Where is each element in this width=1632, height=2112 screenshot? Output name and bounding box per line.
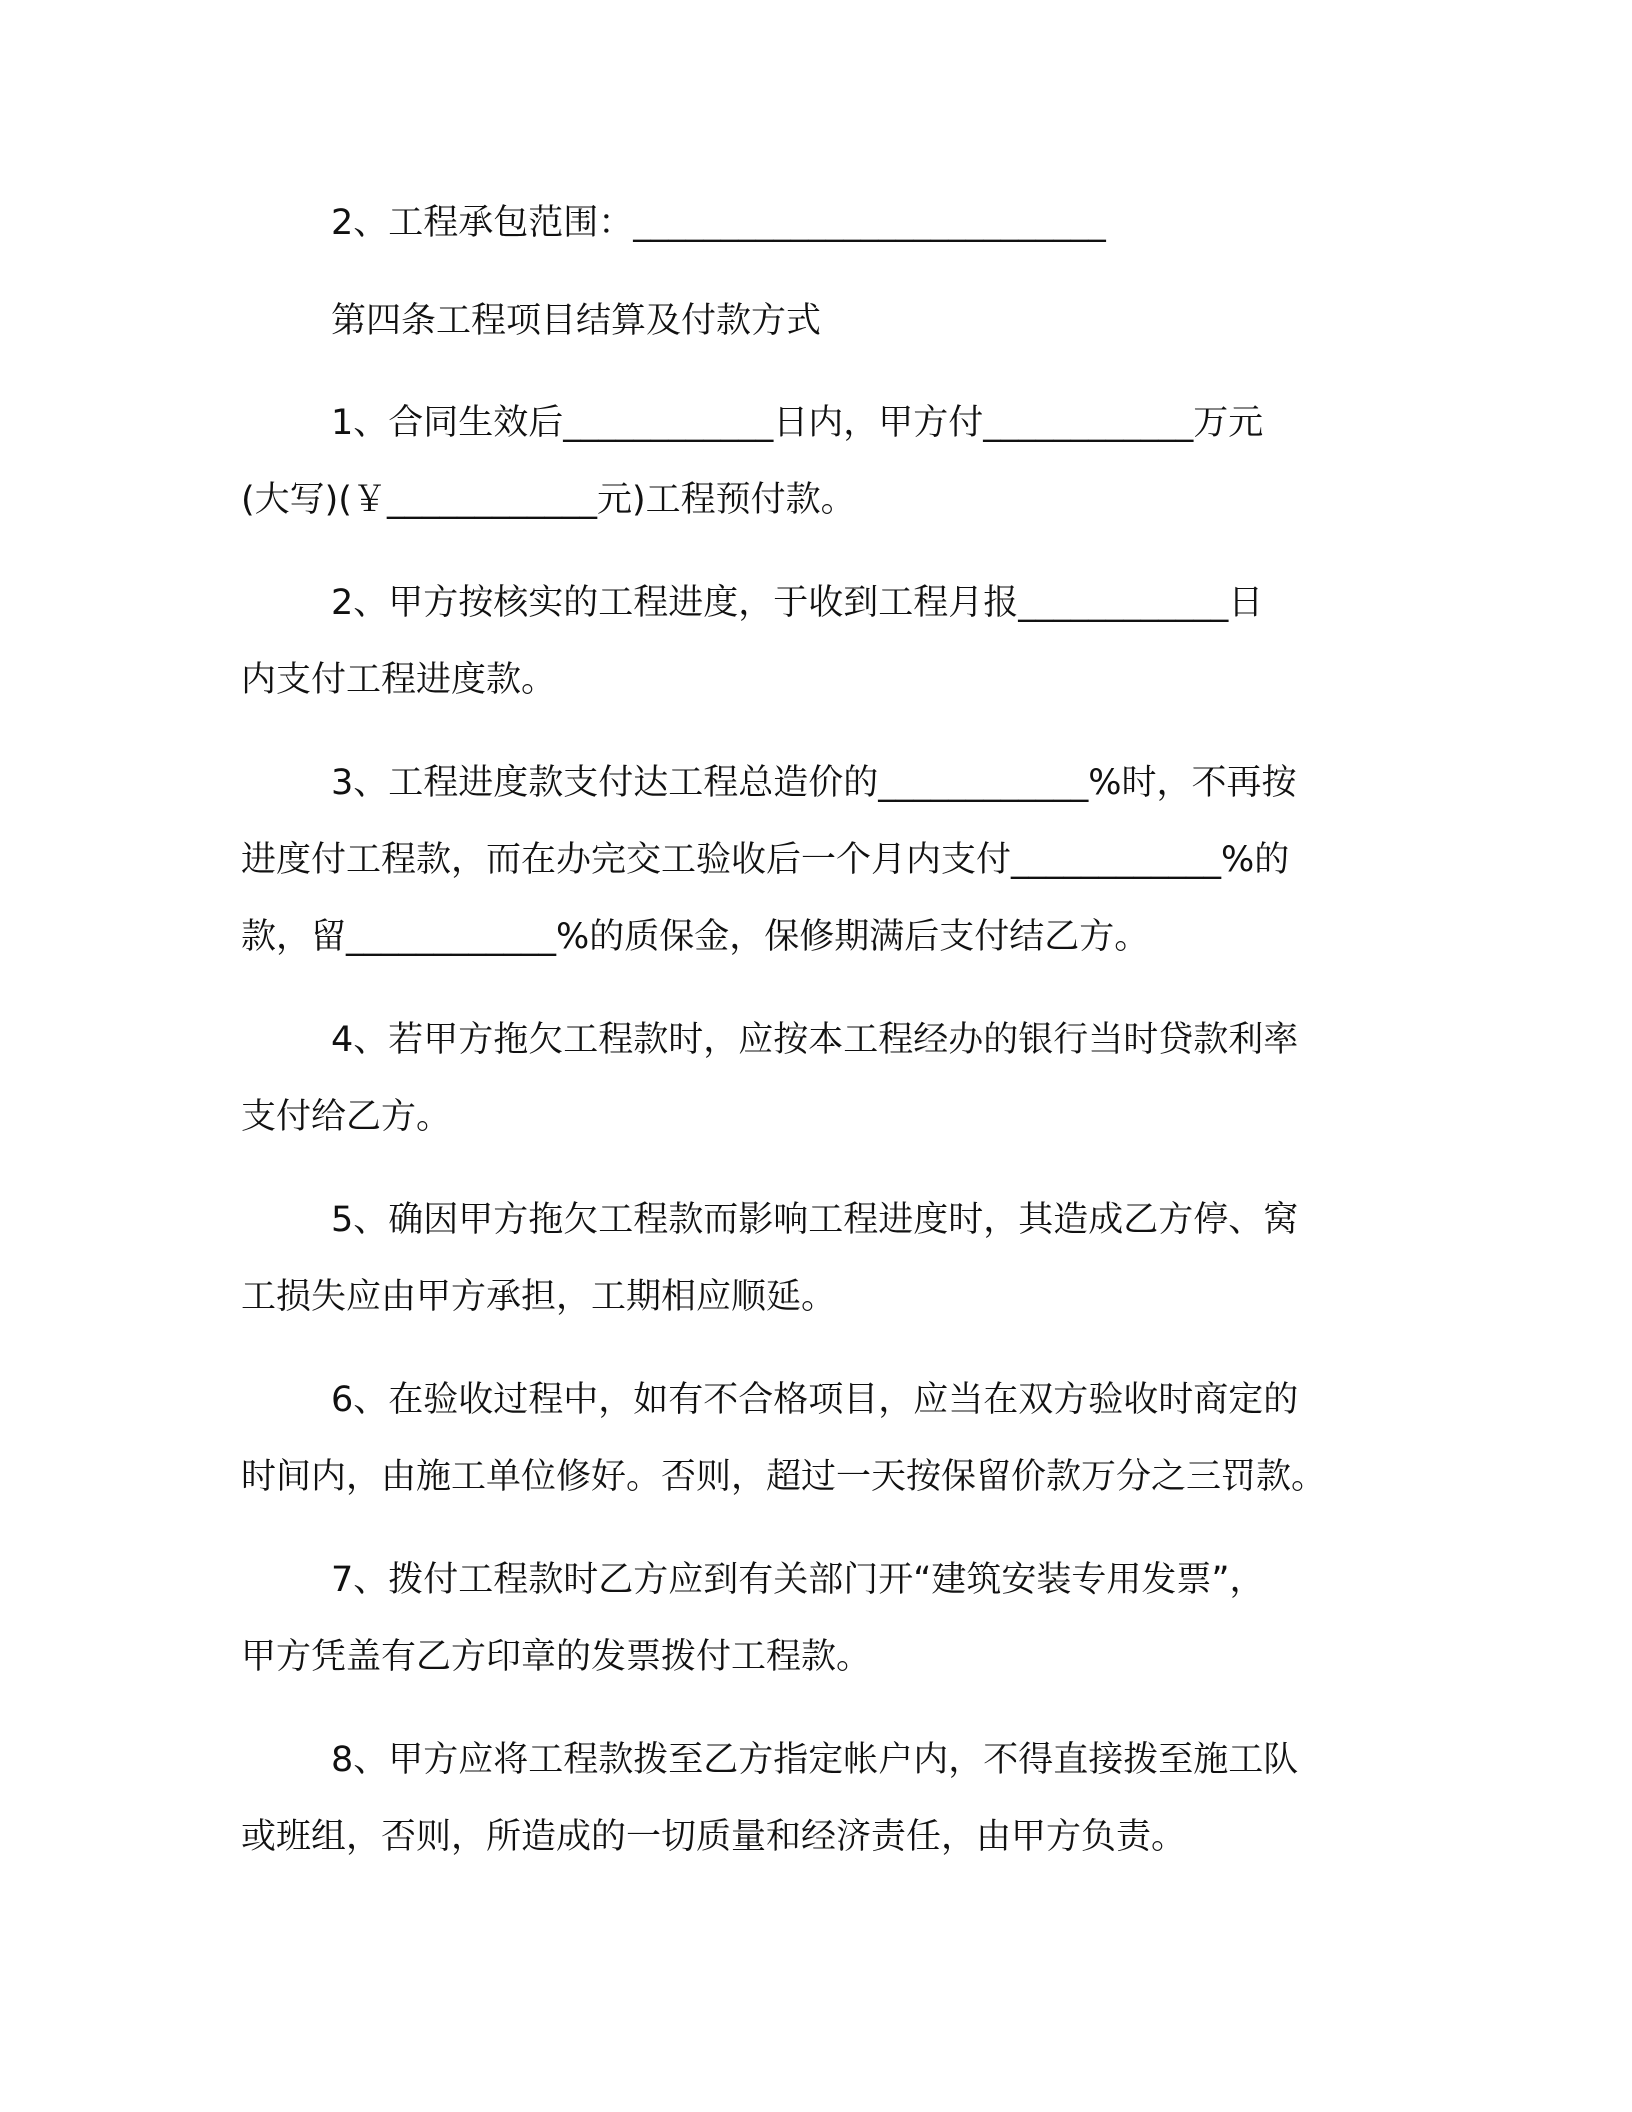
clause-6-line-1: 6、在验收过程中，如有不合格项目，应当在双方验收时商定的 [331, 1380, 1299, 1420]
clause-1-line-2: (大写)(￥____________元)工程预付款。 [241, 480, 856, 520]
clause-1-line-1: 1、合同生效后____________日内，甲方付____________万元 [331, 403, 1264, 443]
clause-7-line-1: 7、拨付工程款时乙方应到有关部门开“建筑安装专用发票”， [331, 1560, 1265, 1600]
section-heading: 第四条工程项目结算及付款方式 [331, 301, 822, 341]
clause-7-line-2: 甲方凭盖有乙方印章的发票拨付工程款。 [241, 1637, 872, 1677]
clause-2-line-1: 2、甲方按核实的工程进度，于收到工程月报____________日 [331, 583, 1264, 623]
clause-3-line-1: 3、工程进度款支付达工程总造价的____________%时，不再按 [331, 763, 1297, 803]
clause-5-line-2: 工损失应由甲方承担，工期相应顺延。 [241, 1277, 837, 1317]
clause-2-line-2: 内支付工程进度款。 [241, 660, 557, 700]
scope-clause: 2、工程承包范围：___________________________ [331, 203, 1106, 243]
clause-5-line-1: 5、确因甲方拖欠工程款而影响工程进度时，其造成乙方停、窝 [331, 1200, 1299, 1240]
clause-8-line-2: 或班组，否则，所造成的一切质量和经济责任，由甲方负责。 [241, 1817, 1187, 1857]
clause-4-line-2: 支付给乙方。 [241, 1097, 452, 1137]
clause-8-line-1: 8、甲方应将工程款拨至乙方指定帐户内，不得直接拨至施工队 [331, 1740, 1299, 1780]
clause-3-line-2: 进度付工程款，而在办完交工验收后一个月内支付____________%的 [241, 840, 1290, 880]
clause-6-line-2: 时间内，由施工单位修好。否则，超过一天按保留价款万分之三罚款。 [241, 1457, 1327, 1497]
clause-3-line-3: 款，留____________%的质保金，保修期满后支付结乙方。 [241, 917, 1150, 957]
clause-4-line-1: 4、若甲方拖欠工程款时，应按本工程经办的银行当时贷款利率 [331, 1020, 1299, 1060]
